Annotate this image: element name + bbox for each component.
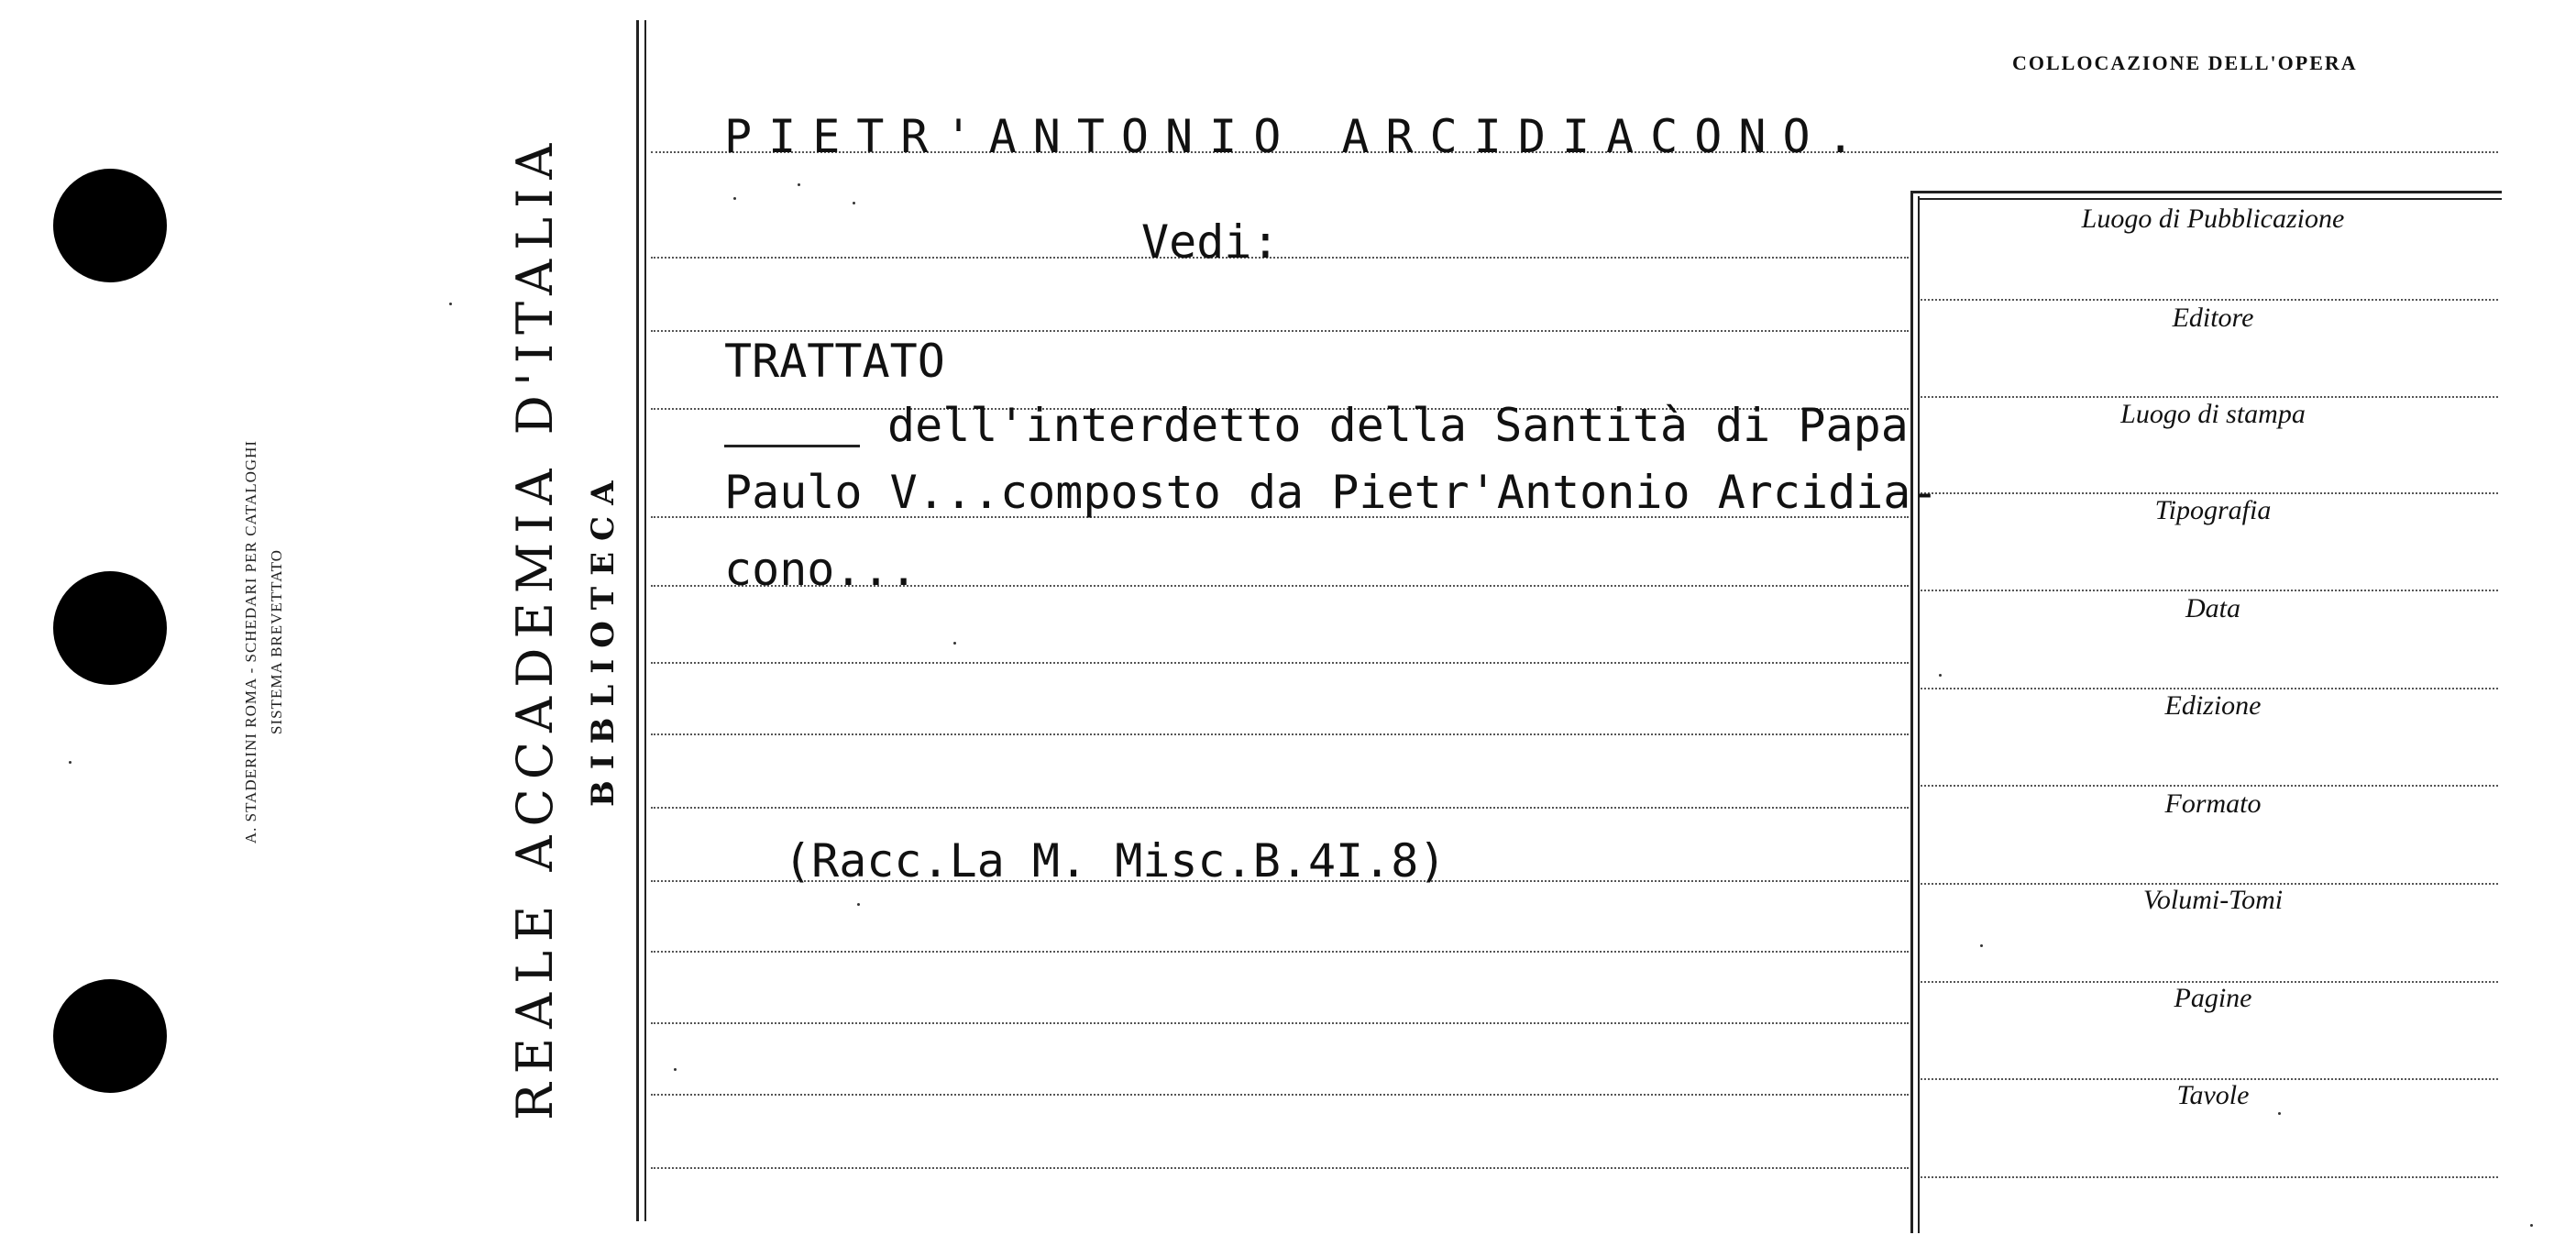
academy-name: REALE ACCADEMIA D'ITALIA [506,134,564,1120]
maker-imprint [238,229,290,1054]
writing-line [651,1022,1909,1024]
title-line-3: cono... [724,543,918,596]
title-line-1: dell'interdetto della Santità di Papa [887,399,1909,452]
writing-line [651,733,1909,735]
writing-line [651,257,1909,259]
author-heading [724,110,1871,163]
writing-line [651,807,1909,809]
field-luogo-di-stampa: Luogo di stampa [2120,399,2306,429]
writing-line [651,662,1909,664]
field-tavole: Tavole [2176,1080,2250,1110]
paper-speck [1939,674,1942,677]
left-margin-rule-inner [644,20,646,1221]
writing-line [651,330,1909,332]
paper-speck [449,303,452,305]
paper-speck [798,183,800,186]
punch-hole-top [53,169,167,282]
field-pagine: Pagine [2174,983,2252,1013]
see-label: Vedi: [1141,215,1280,269]
field-column-top-rule [1910,191,2502,193]
punch-hole-middle [53,571,167,685]
field-line [1921,688,2498,689]
writing-line [651,1094,1909,1096]
title-line-2: Paulo V...composto da Pietr'Antonio Arcidia- [724,466,1939,519]
field-column-rule [1910,193,1913,1233]
writing-line [651,951,1909,953]
punch-hole-bottom [53,979,167,1093]
author-heading-text: PIETR'ANTONIO ARCIDIACONO. [724,110,1871,163]
field-line [1921,785,2498,787]
paper-speck [2278,1112,2281,1115]
title-word: TRATTATO [724,335,945,388]
field-line [1921,1176,2498,1178]
left-margin-rule [636,20,639,1221]
paper-speck [857,903,860,906]
field-line [1921,590,2498,591]
field-volumi-tomi: Volumi-Tomi [2142,885,2284,915]
maker-imprint-line1: A. STADERINI ROMA - SCHEDARI PER CATALOGHI [242,439,259,844]
shelfmark: (Racc.La M. Misc.B.4I.8) [784,834,1447,888]
field-data: Data [2185,593,2240,623]
field-tipografia: Tipografia [2154,495,2272,525]
field-column-top-rule-inner [1918,198,2502,200]
paper-speck [1980,944,1983,947]
field-line [1921,396,2498,398]
field-editore: Editore [2172,303,2254,333]
field-line [1921,492,2498,494]
paper-speck [853,202,855,204]
title-repeat-dash [724,445,860,447]
field-line [1921,299,2498,301]
paper-speck [733,197,736,200]
library-name: BIBLIOTECA [585,469,622,807]
writing-line [651,1167,1909,1169]
paper-speck [674,1068,677,1071]
field-edizione: Edizione [2164,690,2262,721]
collocation-label: COLLOCAZIONE DELL'OPERA [2012,51,2358,74]
maker-imprint-line2: SISTEMA BREVETTATO [268,549,285,734]
field-formato: Formato [2164,788,2262,819]
paper-speck [2530,1224,2533,1227]
paper-speck [69,761,72,764]
field-luogo-di-pubblicazione: Luogo di Pubblicazione [2081,204,2345,234]
paper-speck [953,642,956,645]
